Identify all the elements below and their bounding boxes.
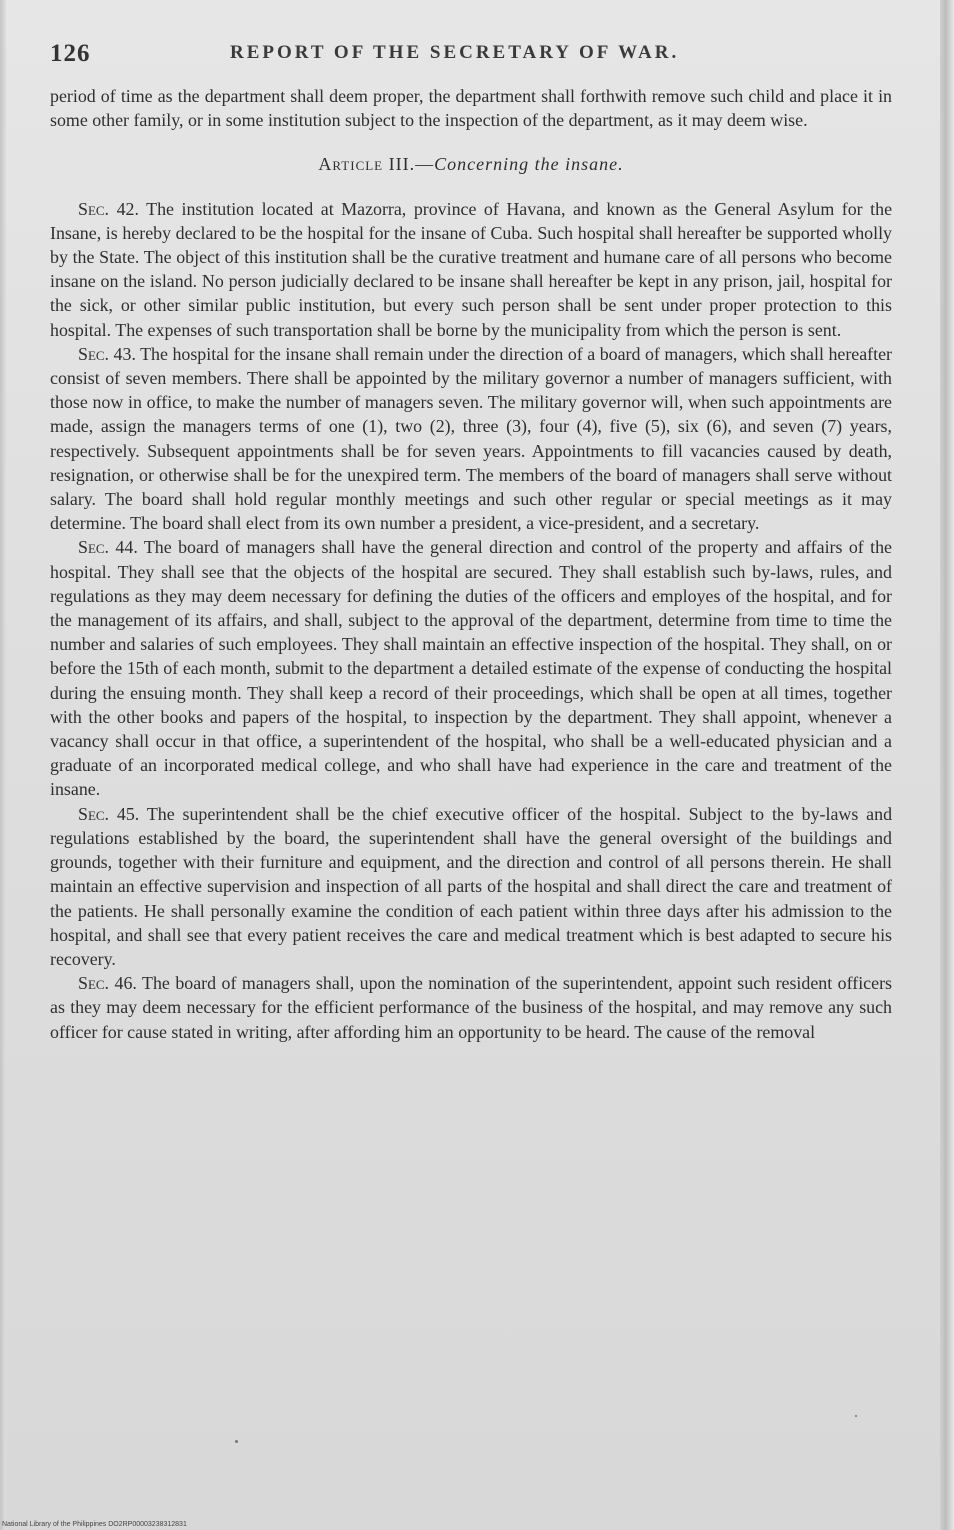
section-paragraph	[50, 535, 892, 801]
page-number: 126	[50, 40, 91, 67]
section-label: Sec. 46.	[78, 973, 137, 994]
scan-speck	[855, 1415, 857, 1417]
section-paragraph	[50, 197, 892, 342]
article-heading	[50, 152, 892, 176]
section-label: Sec. 45.	[78, 803, 140, 824]
header-title: REPORT OF THE SECRETARY OF WAR.	[230, 42, 680, 63]
article-label: Article III.—	[318, 154, 435, 175]
section-paragraph	[50, 802, 892, 971]
section-text: The institution located at Mazorra, province of Havana, and known as the General Asylum for the Insane, is hereby declared to be the hospital for the insane of Cuba. Such hospital shall hereafter be supported wholly by the State. The object of this institution shall be the curative treatment and humane care of all persons who become insane on the island. No person judicially declared to be insane shall hereafter be kept in any prison, jail, hospital for the sick, or other similar public institution, but every such person shall be sent under proper protection to this hospital. The expenses of such transportation shall be borne by the municipality from which the person is sent.	[50, 198, 893, 340]
article-subject: Concerning the insane.	[434, 154, 624, 175]
archive-credit: National Library of the Philippines DO2RP00003238312831	[2, 1521, 187, 1528]
section-label: Sec. 43.	[78, 343, 136, 364]
section-text: The board of managers shall have the general direction and control of the property and affairs of the hospital. They shall see that the objects of the hospital are secured. They shall establish such by-laws, rules, and regulations as they may deem necessary for defining the duties of the officers and employes of the hospital, and for the management of its affairs, and shall, subject to the approval of the department, determine from time to time the number and salaries of such employees. They shall maintain an effective inspection of the hospital. They shall, on or before the 15th of each month, submit to the department a detailed estimate of the expense of conducting the hospital during the ensuing month. They shall keep a record of their proceedings, which shall be open at all times, together with the other books and papers of the hospital, to inspection by the department. They shall appoint, whenever a vacancy shall occur in that office, a superintendent of the hospital, who shall be a well-educated physician and a graduate of an incorporated medical college, and who shall have had experience in the care and treatment of the insane.	[50, 537, 893, 800]
body-text	[50, 84, 892, 1044]
page-left-edge	[0, 0, 6, 1530]
section-text: The board of managers shall, upon the nomination of the superintendent, appoint such resident officers as they may deem necessary for the efficient performance of the business of the hospital, and may remove any such officer for cause stated in writing, after affording him an opportunity to be heard. The cause of the removal	[50, 973, 892, 1042]
scan-speck	[235, 1440, 238, 1443]
running-head	[50, 40, 894, 80]
page-right-edge	[940, 0, 954, 1530]
section-paragraph	[50, 971, 892, 1044]
section-label: Sec. 44.	[78, 537, 138, 558]
section-paragraph	[50, 342, 892, 536]
intro-paragraph: period of time as the department shall deem proper, the department shall forthwith remove such child and place it in some other family, or in some institution subject to the inspection of the department, as it may deem wise.	[50, 86, 892, 131]
section-text: The superintendent shall be the chief executive officer of the hospital. Subject to the by-laws and regulations established by the board, the superintendent shall have the general oversight of the buildings and grounds, together with their furniture and equipment, and the direction and control of all persons therein. He shall maintain an effective supervision and inspection of all parts of the hospital and shall direct the care and treatment of the patients. He shall personally examine the condition of each patient within three days after his admission to the hospital, and shall see that every patient receives the care and medical treatment which is best adapted to secure his recovery.	[50, 803, 893, 969]
section-label: Sec. 42.	[78, 198, 139, 219]
section-text: The hospital for the insane shall remain under the direction of a board of managers, which shall hereafter consist of seven members. There shall be appointed by the military governor a number of managers sufficient, with those now in office, to make the number of managers seven. The military governor will, when such appointments are made, assign the managers terms of one (1), two (2), three (3), four (4), five (5), six (6), and seven (7) years, respectively. Subsequent appointments shall be for seven years. Appointments to fill vacancies caused by death, resignation, or otherwise shall be for the unexpired term. The members of the board of managers shall serve without salary. The board shall hold regular monthly meetings and such other regular or special meetings as it may determine. The board shall elect from its own number a president, a vice-president, and a secretary.	[50, 343, 892, 534]
